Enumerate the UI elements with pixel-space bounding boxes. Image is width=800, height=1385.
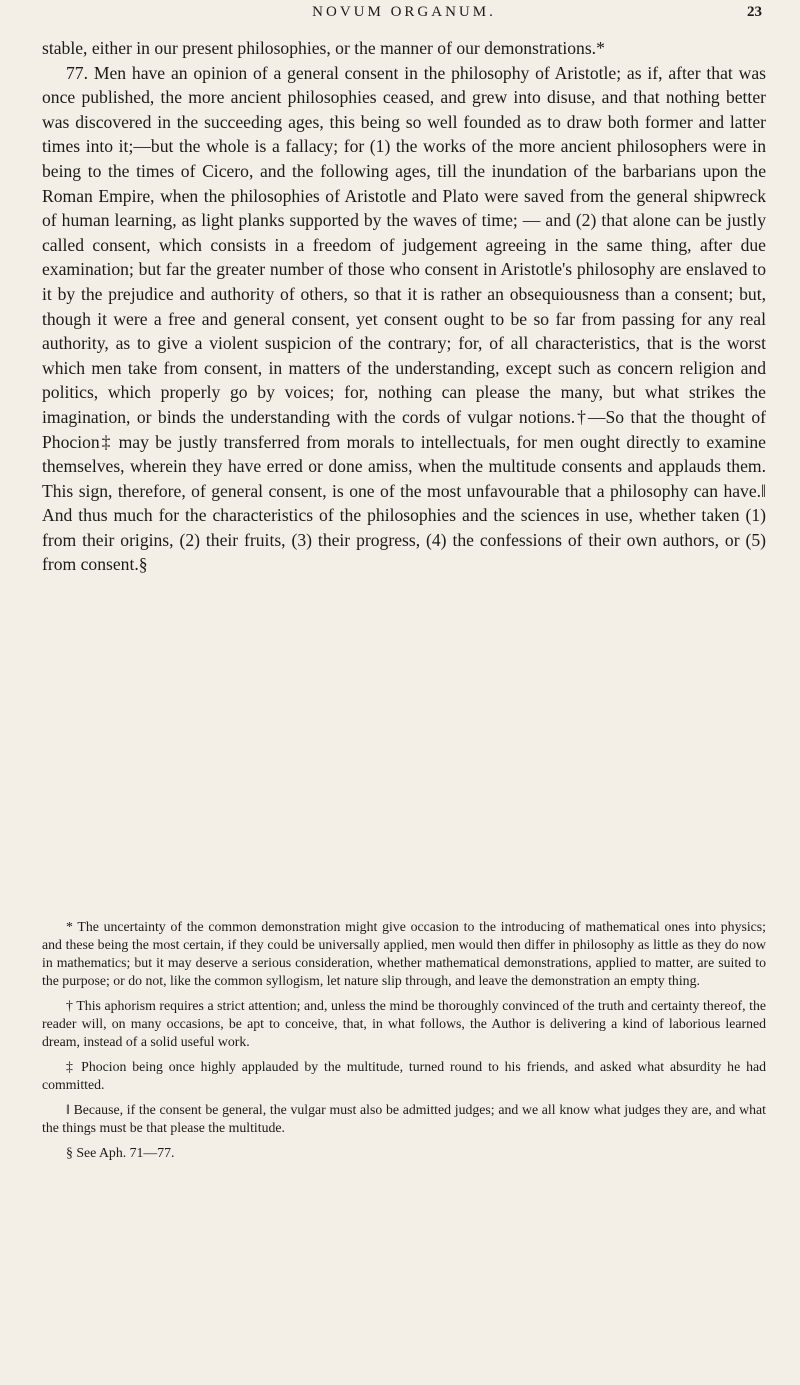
footnote-parallel: ‖ Because, if the consent be general, the vulgar must also be admitted judges; and we all know what judges they are, and what the things must be that please the multitude. xyxy=(42,1102,766,1135)
footnotes xyxy=(42,918,766,1169)
body-text xyxy=(42,36,766,577)
aphorism-77: 77. Men have an opinion of a general consent in the philosophy of Aristotle; as if, after that was once published, the more ancient philosophies ceased, and grew into disuse, and that nothing better was discovered in the succeeding ages, this being so well founded as to draw both former and latter times into it;—but the whole is a fallacy; for (1) the works of the more ancient philosophers were in being to the times of Cicero, and the following ages, till the inundation of the barbarians upon the Roman Empire, when the philosophies of Aristotle and Plato were saved from the general shipwreck of human learning, as light planks supported by the waves of time; — and (2) that alone can be justly called consent, which consists in a freedom of judgement agreeing in the same thing, after due examination; but far the greater number of those who consent in Aristotle's philosophy are enslaved to it by the prejudice and authority of others, so that it is rather an obsequiousness than a consent; but, though it were a free and general consent, yet consent ought to be so far from passing for any real authority, as to give a violent suspicion of the contrary; for, of all characteristics, that is the worst which men take from consent, in matters of the understanding, except such as concern religion and politics, which properly go by voices; for, nothing can please the many, but what strikes the imagination, or binds the understanding with the cords of vulgar notions.†—So that the thought of Phocion‡ may be justly transferred from morals to intellectuals, for men ought directly to examine themselves, wherein they have erred or done amiss, when the multitude consents and applauds them. This sign, therefore, of general consent, is one of the most unfavourable that a philosophy can have.‖ And thus much for the characteristics of the philosophies and the sciences in use, whether taken (1) from their origins, (2) their fruits, (3) their progress, (4) the confessions of their own authors, or (5) from consent.§ xyxy=(42,62,766,575)
page-number: 23 xyxy=(747,4,762,20)
footnote-dagger: † This aphorism requires a strict attention; and, unless the mind be thoroughly convinced of the truth and certainty thereof, the reader will, on many occasions, be apt to conceive, that, in what follows, the Author is delivering a kind of laborious learned dream, instead of a solid useful work. xyxy=(42,998,766,1049)
footnote-asterisk: * The uncertainty of the common demonstration might give occasion to the introducing of mathematical ones into physics; and these being the most certain, if they could be universally applied, men would then differ in philosophy as little as they do now in mathematics; but it may deserve a serious consideration, whether mathematical demonstrations, applied to matter, are suited to the purpose; or do not, like the common syllogism, let nature slip through, and leave the demonstration an empty thing. xyxy=(42,919,766,988)
paragraph-continuation: stable, either in our present philosophies, or the manner of our demonstrations.* xyxy=(42,38,605,58)
running-head xyxy=(42,4,766,24)
footnote-section: § See Aph. 71—77. xyxy=(66,1145,175,1160)
running-title: NOVUM ORGANUM. xyxy=(312,4,496,20)
footnote-double-dagger: ‡ Phocion being once highly applauded by the multitude, turned round to his friends, and asked what absurdity he had committed. xyxy=(42,1059,766,1092)
